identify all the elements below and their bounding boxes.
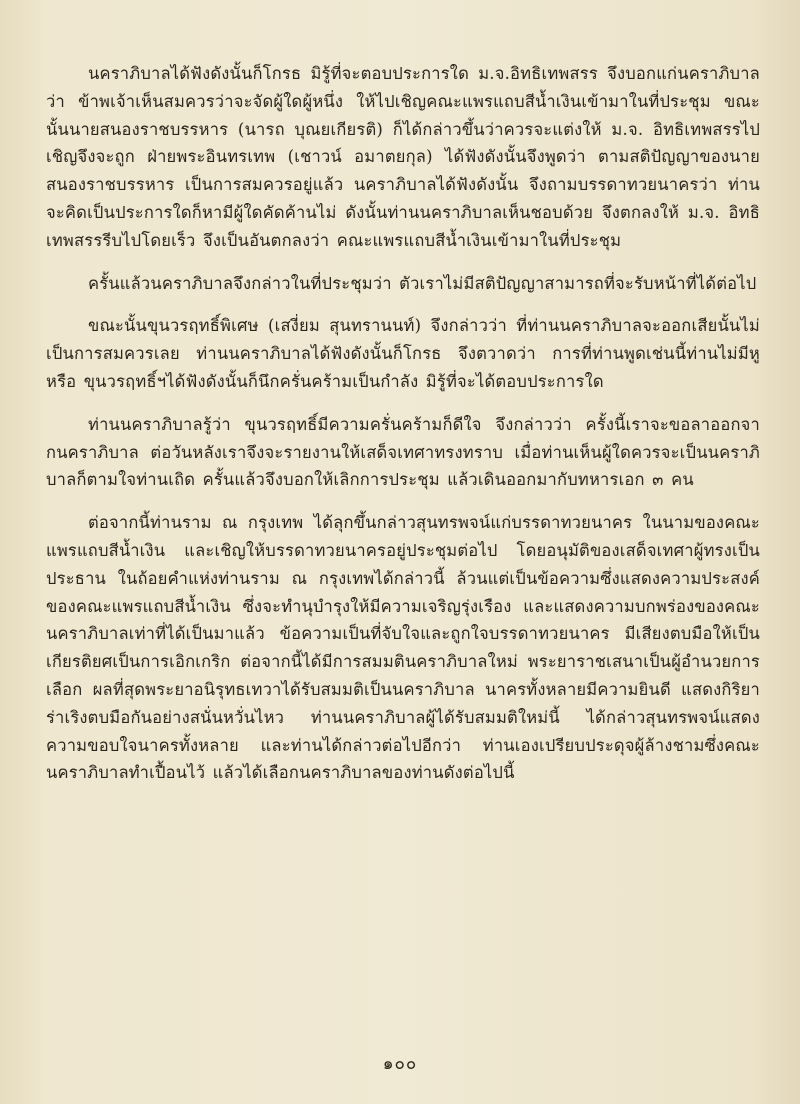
page-number: ๑๐๐ [382,1054,418,1074]
paragraph-2: ครั้นแล้วนคราภิบาลจึงกล่าวในที่ประชุมว่า ตัวเราไม่มีสติปัญญาสามารถที่จะรับหน้าที่ได้ต่อไป [88,273,757,293]
paragraph-5: ต่อจากนี้ท่านราม ณ กรุงเทพ ได้ลุกขึ้นกล่าวสุนทรพจน์แก่บรรดาทวยนาคร ในนามของคณะแพรแถบสีน้ำเงิน และเชิญให้บรรดาทวยนาครอยู่ประชุมต่อไป โดยอนุมัติของเสด็จเทศาผู้ทรงเป็นประธาน ในถ้อยคำแห่งท่านราม ณ กรุงเทพได้กล่าวนี้ ล้วนแต่เป็นข้อความซึ่งแสดงความประสงค์ของคณะแพรแถบสีน้ำเงิน ซึ่งจะทำนุบำรุงให้มีความเจริญรุ่งเรือง และแสดงความบกพร่องของคณะนคราภิบาลเท่าที่ได้เป็นมาแล้ว ข้อความเป็นที่จับใจและถูกใจบรรดาทวยนาคร มีเสียงตบมือให้เป็นเกียรติยศเป็นการเอิกเกริก ต่อจากนี้ได้มีการสมมตินคราภิบาลใหม่ พระยาราชเสนาเป็นผู้อำนวยการเลือก ผลที่สุดพระยาอนิรุทธเทวาได้รับสมมติเป็นนคราภิบาล นาครทั้งหลายมีความยินดี แสดงกิริยาร่าเริงตบมือกันอย่างสนั่นหวั่นไหว ท่านนคราภิบาลผู้ได้รับสมมติใหม่นี้ ได้กล่าวสุนทรพจน์แสดงความขอบใจนาครทั้งหลาย และท่านได้กล่าวต่อไปอีกว่า ท่านเองเปรียบประดุจผู้ล้างชามซึ่งคณะนคราภิบาลทำเปื้อนไว้ แล้วได้เลือกนคราภิบาลของท่านดังต่อไปนี้ [46,513,760,783]
paragraph-4: ท่านนคราภิบาลรู้ว่า ขุนวรฤทธิ์มีความครั่นคร้ามก็ดีใจ จึงกล่าวว่า ครั้งนี้เราจะขอลาออกจากนคราภิบาล ต่อวันหลังเราจึงจะรายงานให้เสด็จเทศาทรงทราบ เมื่อท่านเห็นผู้ใดควรจะเป็นนคราภิบาลก็ตามใจท่านเถิด ครั้นแล้วจึงบอกให้เลิกการประชุม แล้วเดินออกมากับทหารเอก ๓ คน [46,414,760,490]
paragraph-1: นคราภิบาลได้ฟังดังนั้นก็โกรธ มิรู้ที่จะตอบประการใด ม.จ.อิทธิเทพสรร จึงบอกแก่นคราภิบาลว่า ข้าพเจ้าเห็นสมควรว่าจะจัดผู้ใดผู้หนึ่ง ให้ไปเชิญคณะแพรแถบสีน้ำเงินเข้ามาในที่ประชุม ขณะนั้นนายสนองราชบรรหาร (นารถ บุณยเกียรติ) ก็ได้กล่าวขึ้นว่าควรจะแต่งให้ ม.จ. อิทธิเทพสรรไปเชิญจึงจะถูก ฝ่ายพระอินทรเทพ (เชาวน์ อมาตยกุล) ได้ฟังดังนั้นจึงพูดว่า ตามสติปัญญาของนายสนองราชบรรหาร เป็นการสมควรอยู่แล้ว นคราภิบาลได้ฟังดังนั้น จึงถามบรรดาทวยนาครว่า ท่านจะคิดเป็นประการใดก็หามีผู้ใดคัดค้านไม่ ดังนั้นท่านนคราภิบาลเห็นชอบด้วย จึงตกลงให้ ม.จ. อิทธิเทพสรรรีบไปโดยเร็ว จึงเป็นอันตกลงว่า คณะแพรแถบสีน้ำเงินเข้ามาในที่ประชุม [46,64,760,250]
paragraph-3: ขณะนั้นขุนวรฤทธิ์พิเศษ (เสงี่ยม สุนทรานนท์) จึงกล่าวว่า ที่ท่านนคราภิบาลจะออกเสียนั้นไม่เป็นการสมควรเลย ท่านนคราภิบาลได้ฟังดังนั้นก็โกรธ จึงตวาดว่า การที่ท่านพูดเช่นนี้ท่านไม่มีหูหรือ ขุนวรฤทธิ์ฯได้ฟังดังนั้นก็นึกครั่นคร้ามเป็นกำลัง มิรู้ที่จะได้ตอบประการใด [46,316,760,391]
